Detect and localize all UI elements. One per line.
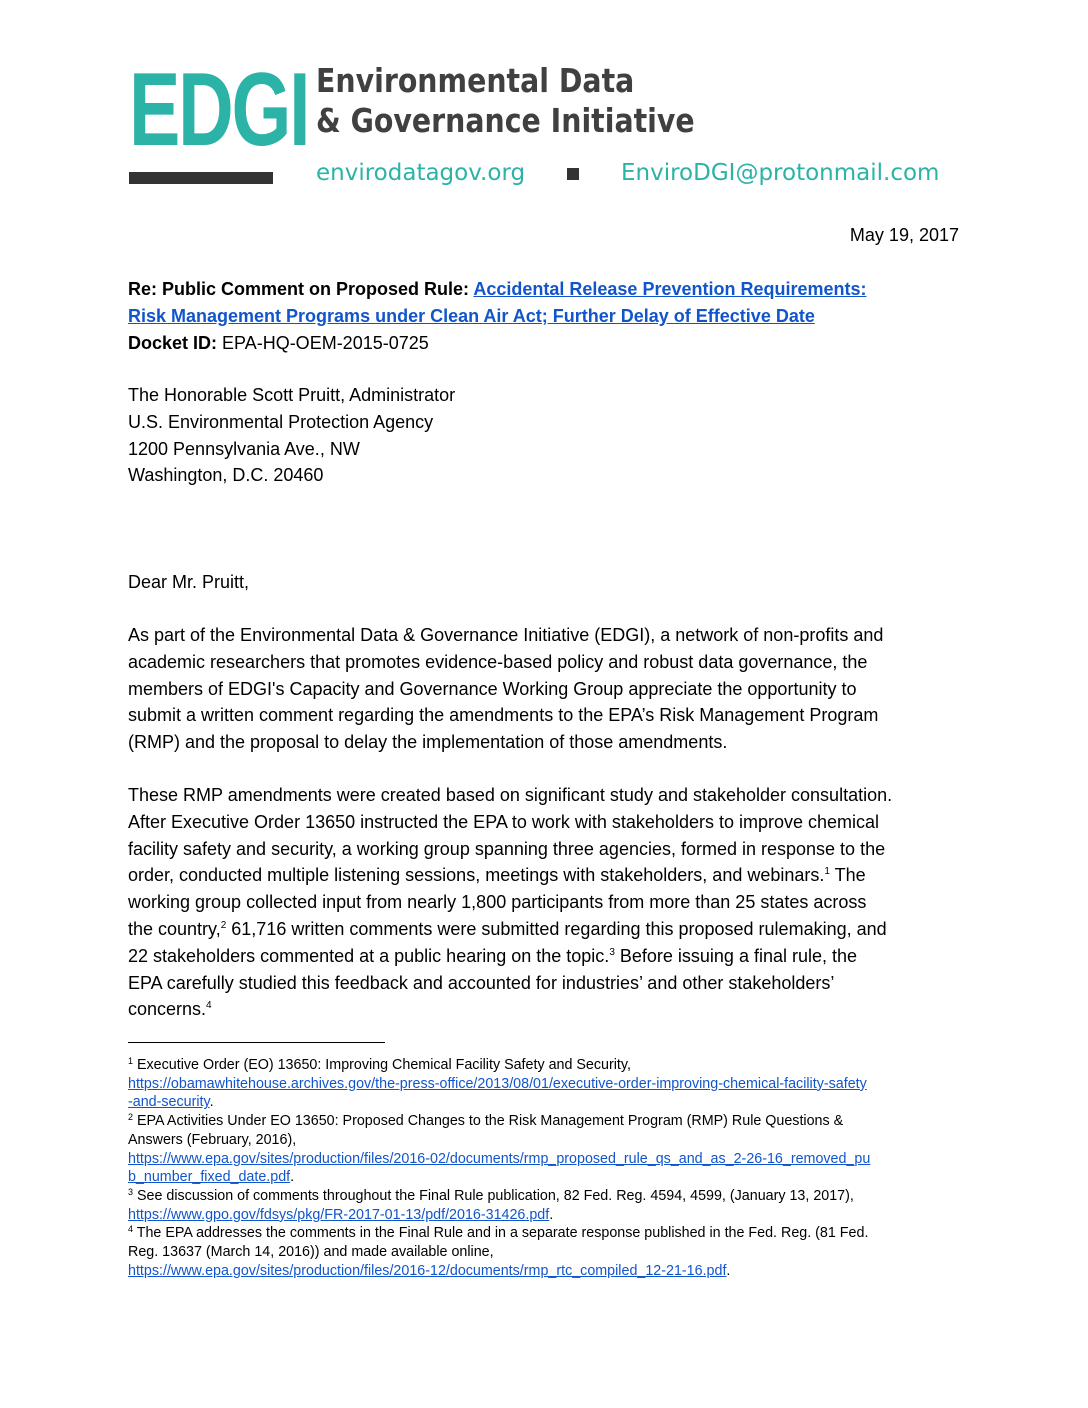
footnote-text: See discussion of comments throughout the Final Rule publication, 82 Fed. Reg. 4594, 4599, (January 13, 2017), <box>133 1187 854 1204</box>
paragraph-line: working group collected input from nearly 1,800 participants from more than 25 states across <box>128 892 867 913</box>
separator-square-icon <box>567 168 579 180</box>
footnote-number: 3 <box>128 1186 134 1197</box>
paragraph-line: After Executive Order 13650 instructed the EPA to work with stakeholders to improve chemical <box>128 811 880 832</box>
footnote-3-link[interactable]: https://www.gpo.gov/fdsys/pkg/FR-2017-01-13/pdf/2016-31426.pdf <box>128 1206 550 1223</box>
proposed-rule-link[interactable]: Accidental Release Prevention Requirements: <box>473 279 867 299</box>
org-name-line1: Environmental Data <box>316 61 635 100</box>
footnote-1 <box>128 1056 870 1075</box>
footnotes <box>128 1056 870 1280</box>
footnote-1-link-line <box>128 1093 870 1112</box>
paragraph-rmp-amendments <box>128 782 892 1023</box>
footnote-4-line: Reg. 13637 (March 14, 2016)) and made available online, <box>128 1244 494 1261</box>
paragraph-line <box>128 996 892 1023</box>
edgi-logo <box>129 52 309 185</box>
period: . <box>549 1206 554 1223</box>
footnote-text: The EPA addresses the comments in the Final Rule and in a separate response published in the Fed. Reg. (81 Fed. <box>133 1225 869 1242</box>
footnote-4-link[interactable]: https://www.epa.gov/sites/production/files/2016-12/documents/rmp_rtc_compiled_12-21-16.pdf <box>128 1262 727 1279</box>
letter-date: May 19, 2017 <box>849 225 959 245</box>
address-line: Washington, D.C. 20460 <box>128 465 324 486</box>
paragraph-line <box>128 943 892 970</box>
paragraph-line: As part of the Environmental Data & Governance Initiative (EDGI), a network of non-profits and <box>128 625 884 645</box>
footnote-2-link-cont[interactable]: b_number_fixed_date.pdf <box>128 1169 291 1186</box>
salutation: Dear Mr. Pruitt, <box>128 572 250 592</box>
line-text: order, conducted multiple listening sessions, meetings with stakeholders, and webinars. <box>128 865 825 886</box>
footnote-ref-2[interactable]: 2 <box>220 919 227 931</box>
docket-id: EPA-HQ-OEM-2015-0725 <box>217 332 429 353</box>
line-text: 22 stakeholders commented at a public hearing on the topic. <box>128 945 610 966</box>
footnote-number: 2 <box>128 1112 134 1123</box>
footnote-text: EPA Activities Under EO 13650: Proposed Changes to the Risk Management Program (RMP) Rule Questions & <box>133 1113 844 1130</box>
footnote-4-link-line <box>128 1262 870 1281</box>
footnote-3 <box>128 1187 870 1206</box>
email-link[interactable]: EnviroDGI@protonmail.com <box>621 160 940 186</box>
footnote-ref-1[interactable]: 1 <box>824 866 830 878</box>
paragraph-line: (RMP) and the proposal to delay the implementation of those amendments. <box>128 732 728 753</box>
subject-line1 <box>128 276 867 303</box>
paragraph-line <box>128 916 892 943</box>
footnote-text: Executive Order (EO) 13650: Improving Chemical Facility Safety and Security, <box>133 1057 631 1073</box>
logo-underline-bar <box>129 172 273 184</box>
footnote-2-line: Answers (February, 2016), <box>128 1131 297 1148</box>
period: . <box>726 1262 731 1279</box>
footnote-4 <box>128 1224 870 1243</box>
paragraph-line: academic researchers that promotes evidence-based policy and robust data governance, the <box>128 651 868 672</box>
docket-label: Docket ID: <box>128 332 218 353</box>
subject-block <box>128 276 867 356</box>
paragraph-line: submit a written comment regarding the amendments to the EPA’s Risk Management Program <box>128 705 879 726</box>
proposed-rule-link-cont[interactable]: Risk Management Programs under Clean Air Act; Further Delay of Effective Date <box>128 305 815 326</box>
footnote-2 <box>128 1112 870 1131</box>
footnote-ref-4[interactable]: 4 <box>206 1000 212 1012</box>
subject-prefix: Re: Public Comment on Proposed Rule: <box>128 279 474 299</box>
recipient-address <box>128 382 455 489</box>
footnote-1-link[interactable]: https://obamawhitehouse.archives.gov/the-press-office/2013/08/01/executive-order-improving-chemical-facility-safety <box>128 1075 867 1092</box>
line-text: concerns. <box>128 999 207 1020</box>
footnote-1-link-cont[interactable]: -and-security <box>128 1094 210 1111</box>
footnote-number: 1 <box>128 1056 134 1066</box>
paragraph-line: EPA carefully studied this feedback and accounted for industries’ and other stakeholders’ <box>128 972 835 993</box>
footnote-1-link-line <box>128 1075 870 1094</box>
footnote-ref-3[interactable]: 3 <box>609 946 615 958</box>
footnote-number: 4 <box>128 1224 134 1235</box>
paragraph-line: members of EDGI's Capacity and Governance Working Group appreciate the opportunity to <box>128 678 857 699</box>
footnote-3-link-line <box>128 1206 870 1225</box>
paragraph-line: facility safety and security, a working group spanning three agencies, formed in response to the <box>128 838 886 859</box>
address-line: 1200 Pennsylvania Ave., NW <box>128 438 360 459</box>
footnote-2-link[interactable]: https://www.epa.gov/sites/production/files/2016-02/documents/rmp_proposed_rule_qs_and_as_2-26-16_removed_pu <box>128 1150 871 1167</box>
paragraph-line: These RMP amendments were created based on significant study and stakeholder consultation. <box>128 785 893 805</box>
address-line: U.S. Environmental Protection Agency <box>128 411 434 432</box>
logo-letters: EDGI <box>129 52 309 168</box>
line-text: the country, <box>128 918 221 939</box>
footnote-2-link-line <box>128 1150 870 1169</box>
paragraph-line <box>128 862 892 889</box>
org-name-line2: & Governance Initiative <box>316 101 695 140</box>
website-link[interactable]: envirodatagov.org <box>316 160 526 186</box>
line-text: Before issuing a final rule, the <box>614 945 858 966</box>
organization-name <box>316 61 695 141</box>
address-line: The Honorable Scott Pruitt, Administrator <box>128 385 456 405</box>
paragraph-intro <box>128 622 883 756</box>
period: . <box>209 1094 214 1111</box>
footnote-2-link-line <box>128 1168 870 1187</box>
line-text: The <box>829 865 866 886</box>
docket-line <box>128 330 867 357</box>
footnote-divider <box>128 1042 385 1043</box>
period: . <box>290 1169 295 1186</box>
line-text: 61,716 written comments were submitted regarding this proposed rulemaking, and <box>226 918 887 939</box>
subject-line2 <box>128 303 867 330</box>
